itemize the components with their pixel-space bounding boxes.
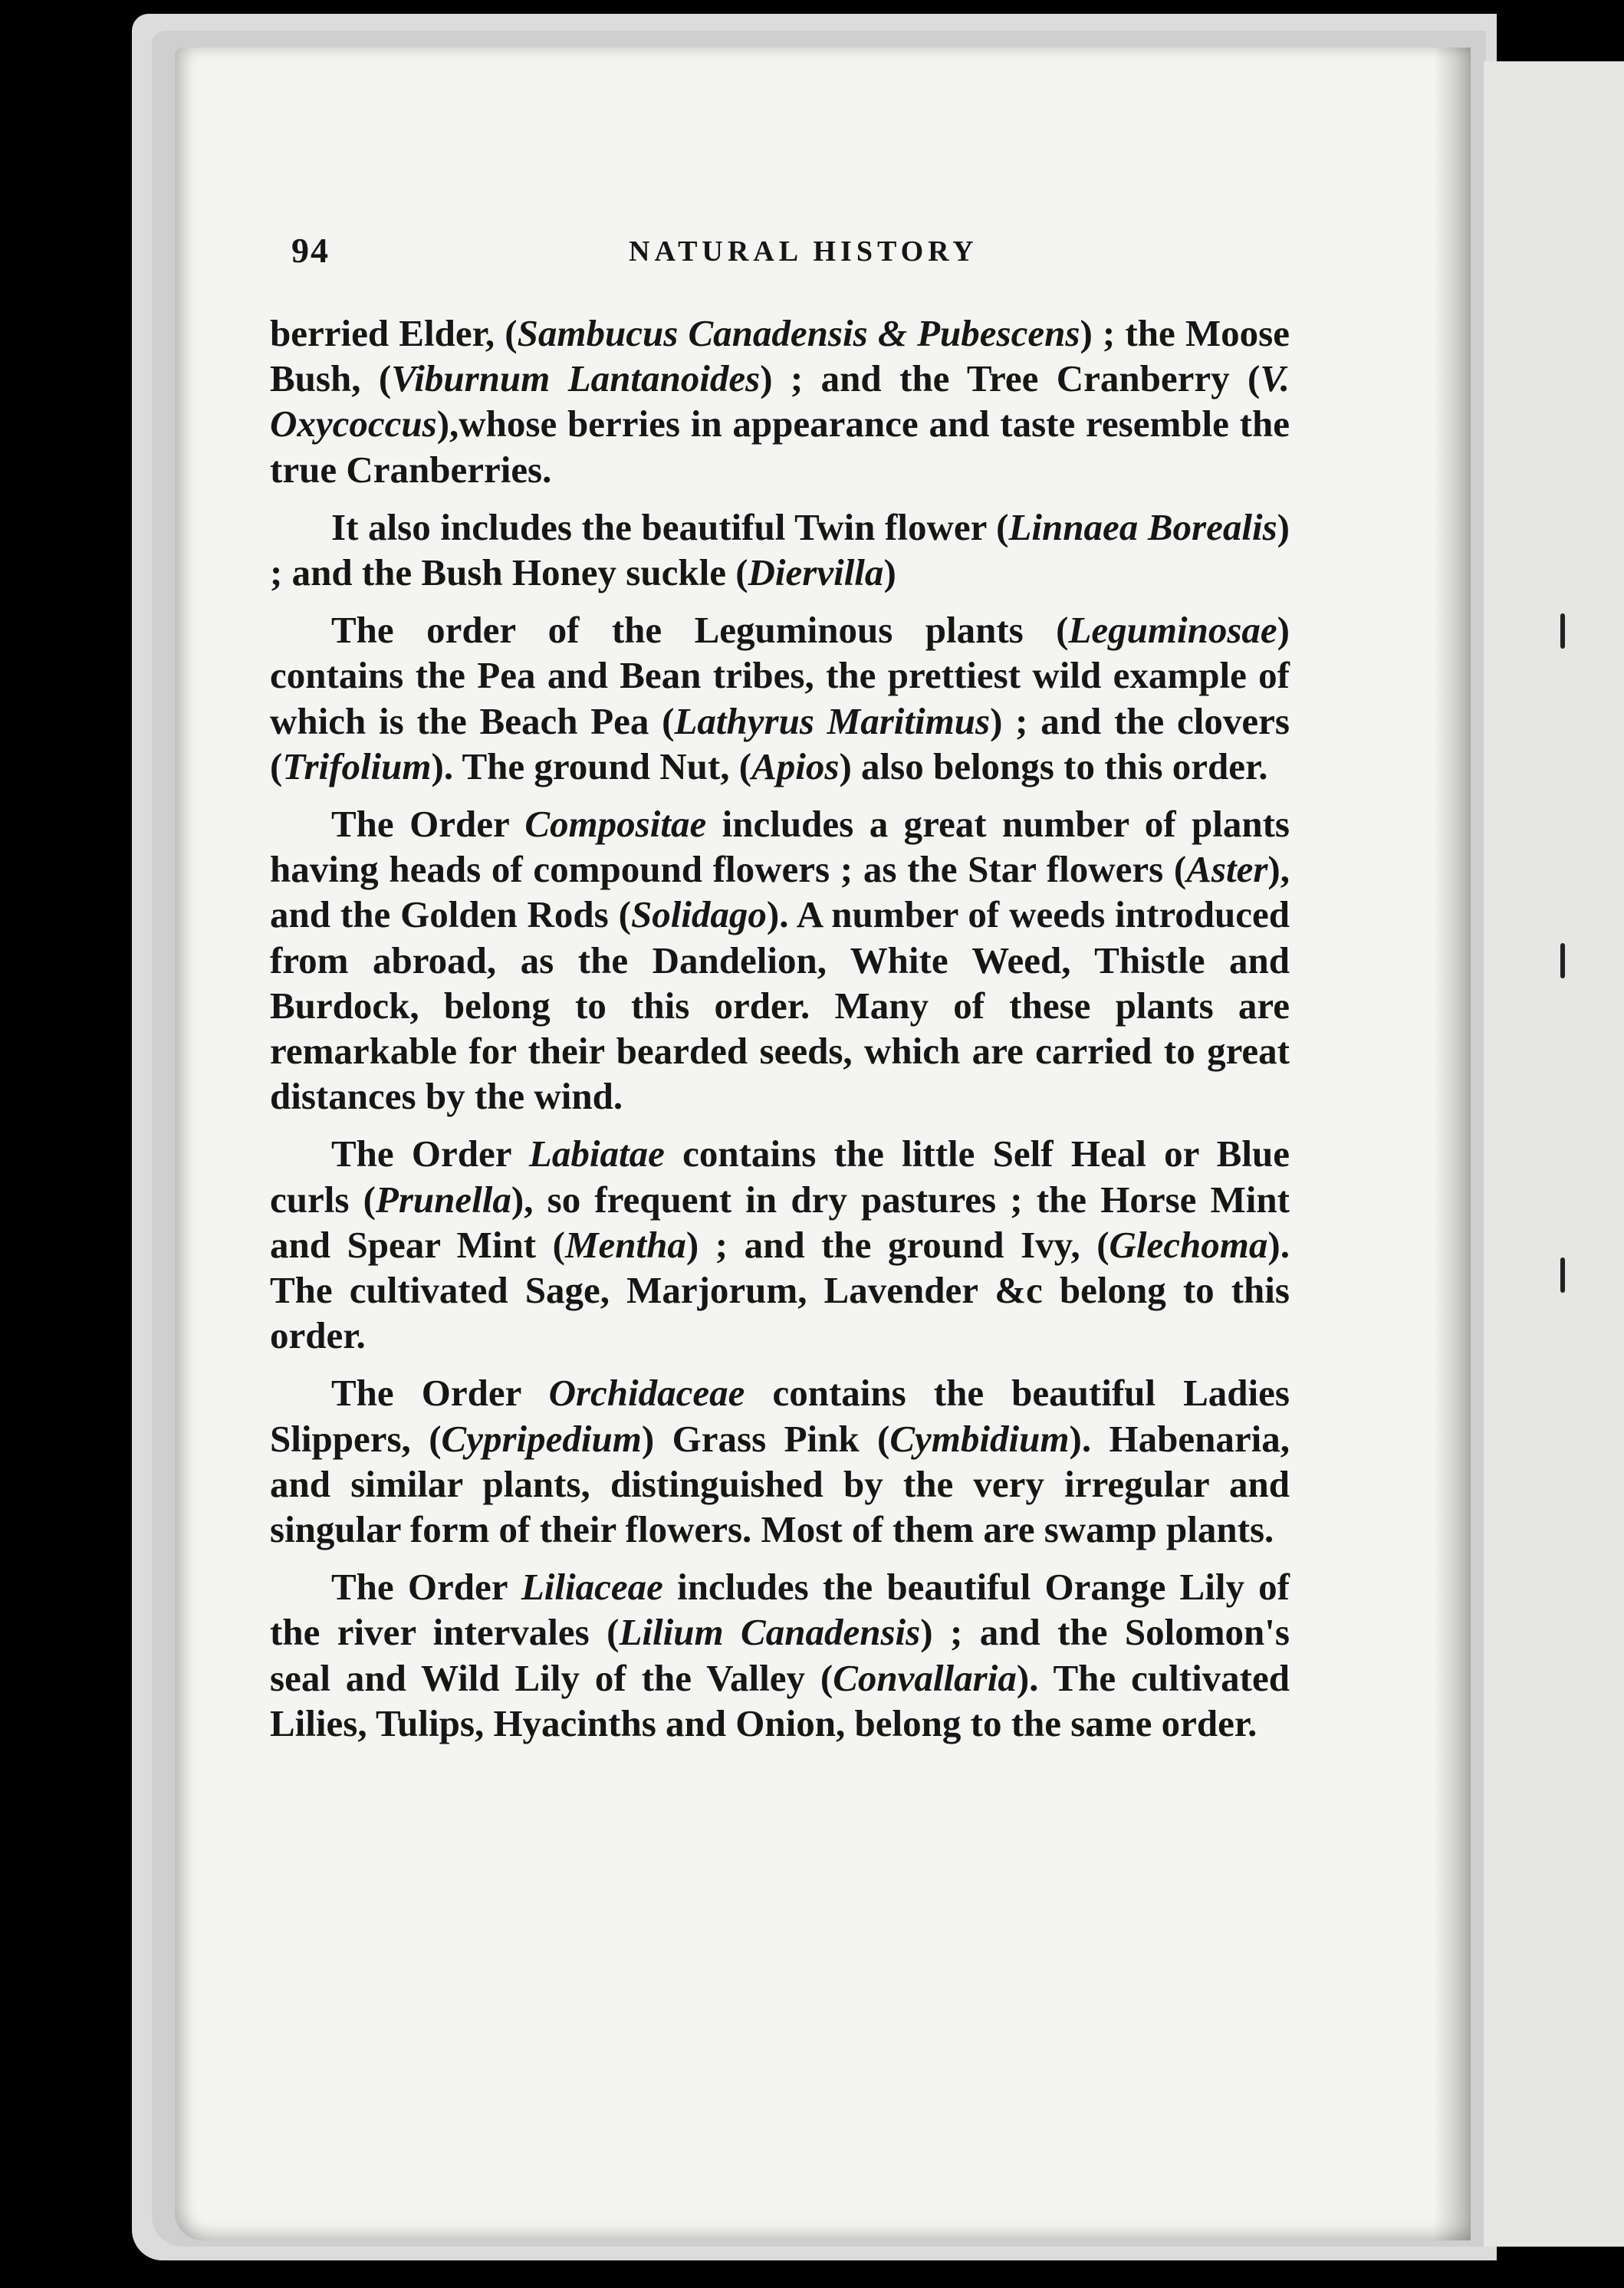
italic-term: Orchidaceae xyxy=(548,1372,745,1415)
italic-term: Linnaea Borealis xyxy=(1008,505,1277,548)
paragraph xyxy=(270,1131,1290,1358)
text-run: ). The cultivated Lilies, Tulips, Hyacinths and Onion, belong to the same order. xyxy=(270,1656,1290,1744)
text-run: The order of the Leguminous plants ( xyxy=(331,609,1069,652)
facing-page-mark xyxy=(1560,943,1565,978)
text-run: ). A number of weeds introduced from abroad, as the Dandelion, White Weed, Thistle and Burdock, belong to this order. Many of these plants are remarkable for their bearded seeds, which are carried to great distances by the wind. xyxy=(270,893,1290,1118)
text-run: ), so frequent in dry pastures ; the Horse Mint and Spear Mint ( xyxy=(270,1178,1290,1266)
text-run: ) ; and the Solomon's seal and Wild Lily of the Valley ( xyxy=(270,1611,1290,1699)
text-run: ) ; and the clovers ( xyxy=(270,699,1290,787)
text-run: ) ; and the Bush Honey suckle ( xyxy=(270,505,1290,594)
text-run: ),whose berries in appearance and taste resemble the true Cranberries. xyxy=(270,403,1290,491)
italic-term: Sambucus Canadensis & Pubescens xyxy=(517,312,1080,354)
italic-term: V. Oxycoccus xyxy=(270,357,1290,445)
text-run: contains the beautiful Ladies Slippers, ( xyxy=(270,1372,1290,1460)
italic-term: Lathyrus Maritimus xyxy=(674,699,991,742)
italic-term: Glechoma xyxy=(1109,1223,1268,1266)
text-run: includes the beautiful Orange Lily of the river intervales ( xyxy=(270,1566,1290,1654)
text-run: berried Elder, ( xyxy=(270,312,518,354)
text-run: ) Grass Pink ( xyxy=(641,1417,890,1460)
italic-term: Solidago xyxy=(630,893,767,936)
page-number: 94 xyxy=(291,231,330,270)
text-run: ) also belongs to this order. xyxy=(839,745,1268,787)
facing-page-mark xyxy=(1560,613,1565,649)
text-run: contains the little Self Heal or Blue curls ( xyxy=(270,1132,1290,1221)
paragraph xyxy=(270,607,1290,789)
italic-term: Trifolium xyxy=(282,745,432,787)
running-title: NATURAL HISTORY xyxy=(629,235,978,268)
italic-term: Prunella xyxy=(375,1178,511,1221)
italic-term: Viburnum Lantanoides xyxy=(391,357,761,400)
paragraph xyxy=(270,801,1290,1119)
paragraph xyxy=(270,311,1290,492)
gutter-shadow xyxy=(1434,48,1471,2240)
italic-term: Labiatae xyxy=(528,1132,665,1175)
italic-term: Mentha xyxy=(564,1223,686,1266)
italic-term: Aster xyxy=(1186,848,1268,891)
text-run: ) ; and the ground Ivy, ( xyxy=(685,1223,1110,1266)
italic-term: Cymbidium xyxy=(889,1417,1070,1460)
paragraph xyxy=(270,505,1290,595)
italic-term: Liliaceae xyxy=(521,1566,663,1609)
facing-page-mark xyxy=(1560,1257,1565,1293)
paragraph xyxy=(270,1370,1290,1552)
text-run: It also includes the beautiful Twin flower ( xyxy=(331,505,1009,548)
text-run: ) ; the Moose Bush, ( xyxy=(270,312,1290,400)
body-text xyxy=(270,311,1290,1758)
text-run: includes a great number of plants having heads of compound flowers ; as the Star flowers ( xyxy=(270,803,1290,891)
italic-term: Cypripedium xyxy=(441,1417,642,1460)
text-run: ) ; and the Tree Cranberry ( xyxy=(760,357,1261,400)
text-run: ), and the Golden Rods ( xyxy=(270,848,1290,936)
facing-page xyxy=(1484,61,1624,2247)
italic-term: Lilium Canadensis xyxy=(619,1611,921,1654)
text-run: ). The ground Nut, ( xyxy=(431,745,752,787)
text-run: ) contains the Pea and Bean tribes, the prettiest wild example of which is the Beach Pea ( xyxy=(270,609,1290,742)
italic-term: Diervilla xyxy=(748,551,884,594)
text-run: The Order xyxy=(331,1132,529,1175)
text-run: ). Habenaria, and similar plants, distinguished by the very irregular and singular form of their flowers. Most of them are swamp plants. xyxy=(270,1417,1290,1551)
text-run: The Order xyxy=(331,1372,549,1415)
text-run: ). The cultivated Sage, Marjorum, Lavender &c belong to this order. xyxy=(270,1223,1290,1357)
text-run: ) xyxy=(883,551,896,594)
italic-term: Leguminosae xyxy=(1068,609,1277,652)
text-run: The Order xyxy=(331,803,525,846)
text-run: The Order xyxy=(331,1566,521,1609)
italic-term: Convallaria xyxy=(833,1656,1017,1699)
italic-term: Apios xyxy=(751,745,840,787)
running-head xyxy=(291,230,1303,276)
paragraph xyxy=(270,1564,1290,1746)
italic-term: Compositae xyxy=(524,803,707,846)
